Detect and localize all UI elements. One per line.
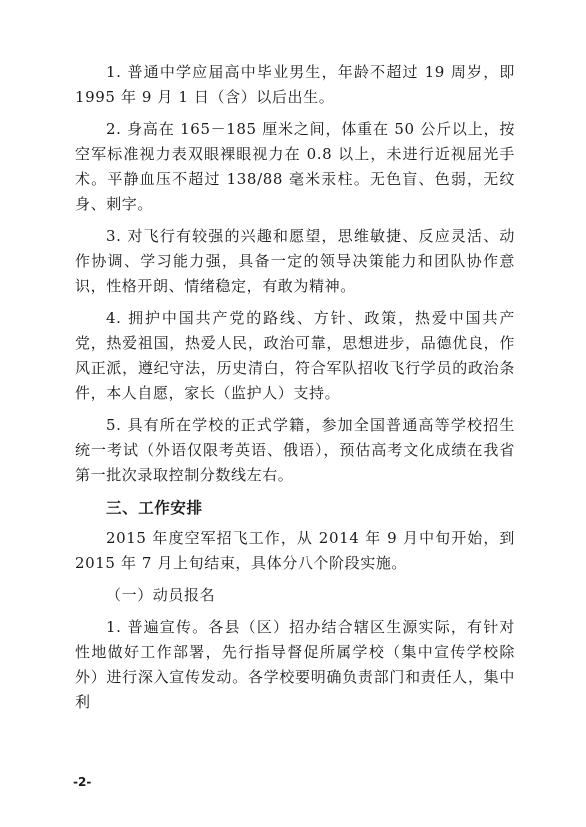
- requirement-academic: 5. 具有所在学校的正式学籍，参加全国普通高等学校招生统一考试（外语仅限考英语、俄语），预估高考文化成绩在我省第一批次录取控制分数线左右。: [75, 416, 515, 484]
- subsection-heading-mobilization: （一）动员报名: [106, 586, 216, 604]
- requirement-aptitude: 3. 对飞行有较强的兴趣和愿望，思维敏捷、反应灵活、动作协调、学习能力强，具备一定的领导决策能力和团队协作意识，性格开朗、情绪稳定，有敢为精神。: [75, 227, 515, 295]
- document-body: [75, 60, 515, 715]
- step-publicity: 1. 普遍宣传。各县（区）招办结合辖区生源实际，有针对性地做好工作部署，先行指导督促所属学校（集中宣传学校除外）进行深入宣传发动。各学校要明确负责部门和责任人，集中利: [75, 618, 515, 711]
- section-intro: 2015 年度空军招飞工作，从 2014 年 9 月中旬开始，到 2015 年 7 月上旬结束，具体分八个阶段实施。: [75, 529, 515, 572]
- requirement-age: 1. 普通中学应届高中毕业男生，年龄不超过 19 周岁，即 1995 年 9 月 1 日（含）以后出生。: [75, 63, 515, 106]
- page-number: -2-: [73, 775, 92, 789]
- section-heading-work-arrangement: 三、工作安排: [106, 498, 203, 517]
- requirement-political: 4. 拥护中国共产党的路线、方针、政策，热爱中国共产党，热爱祖国，热爱人民，政治可靠，思想进步，品德优良，作风正派，遵纪守法，历史清白，符合军队招收飞行学员的政治条件，本人自愿，家长（监护人）支持。: [75, 309, 515, 402]
- requirement-physical: 2. 身高在 165－185 厘米之间，体重在 50 公斤以上，按空军标准视力表双眼裸眼视力在 0.8 以上，未进行近视屈光手术。平静血压不超过 138/88 毫米汞柱。无色盲、色弱，无纹身、刺字。: [75, 120, 515, 213]
